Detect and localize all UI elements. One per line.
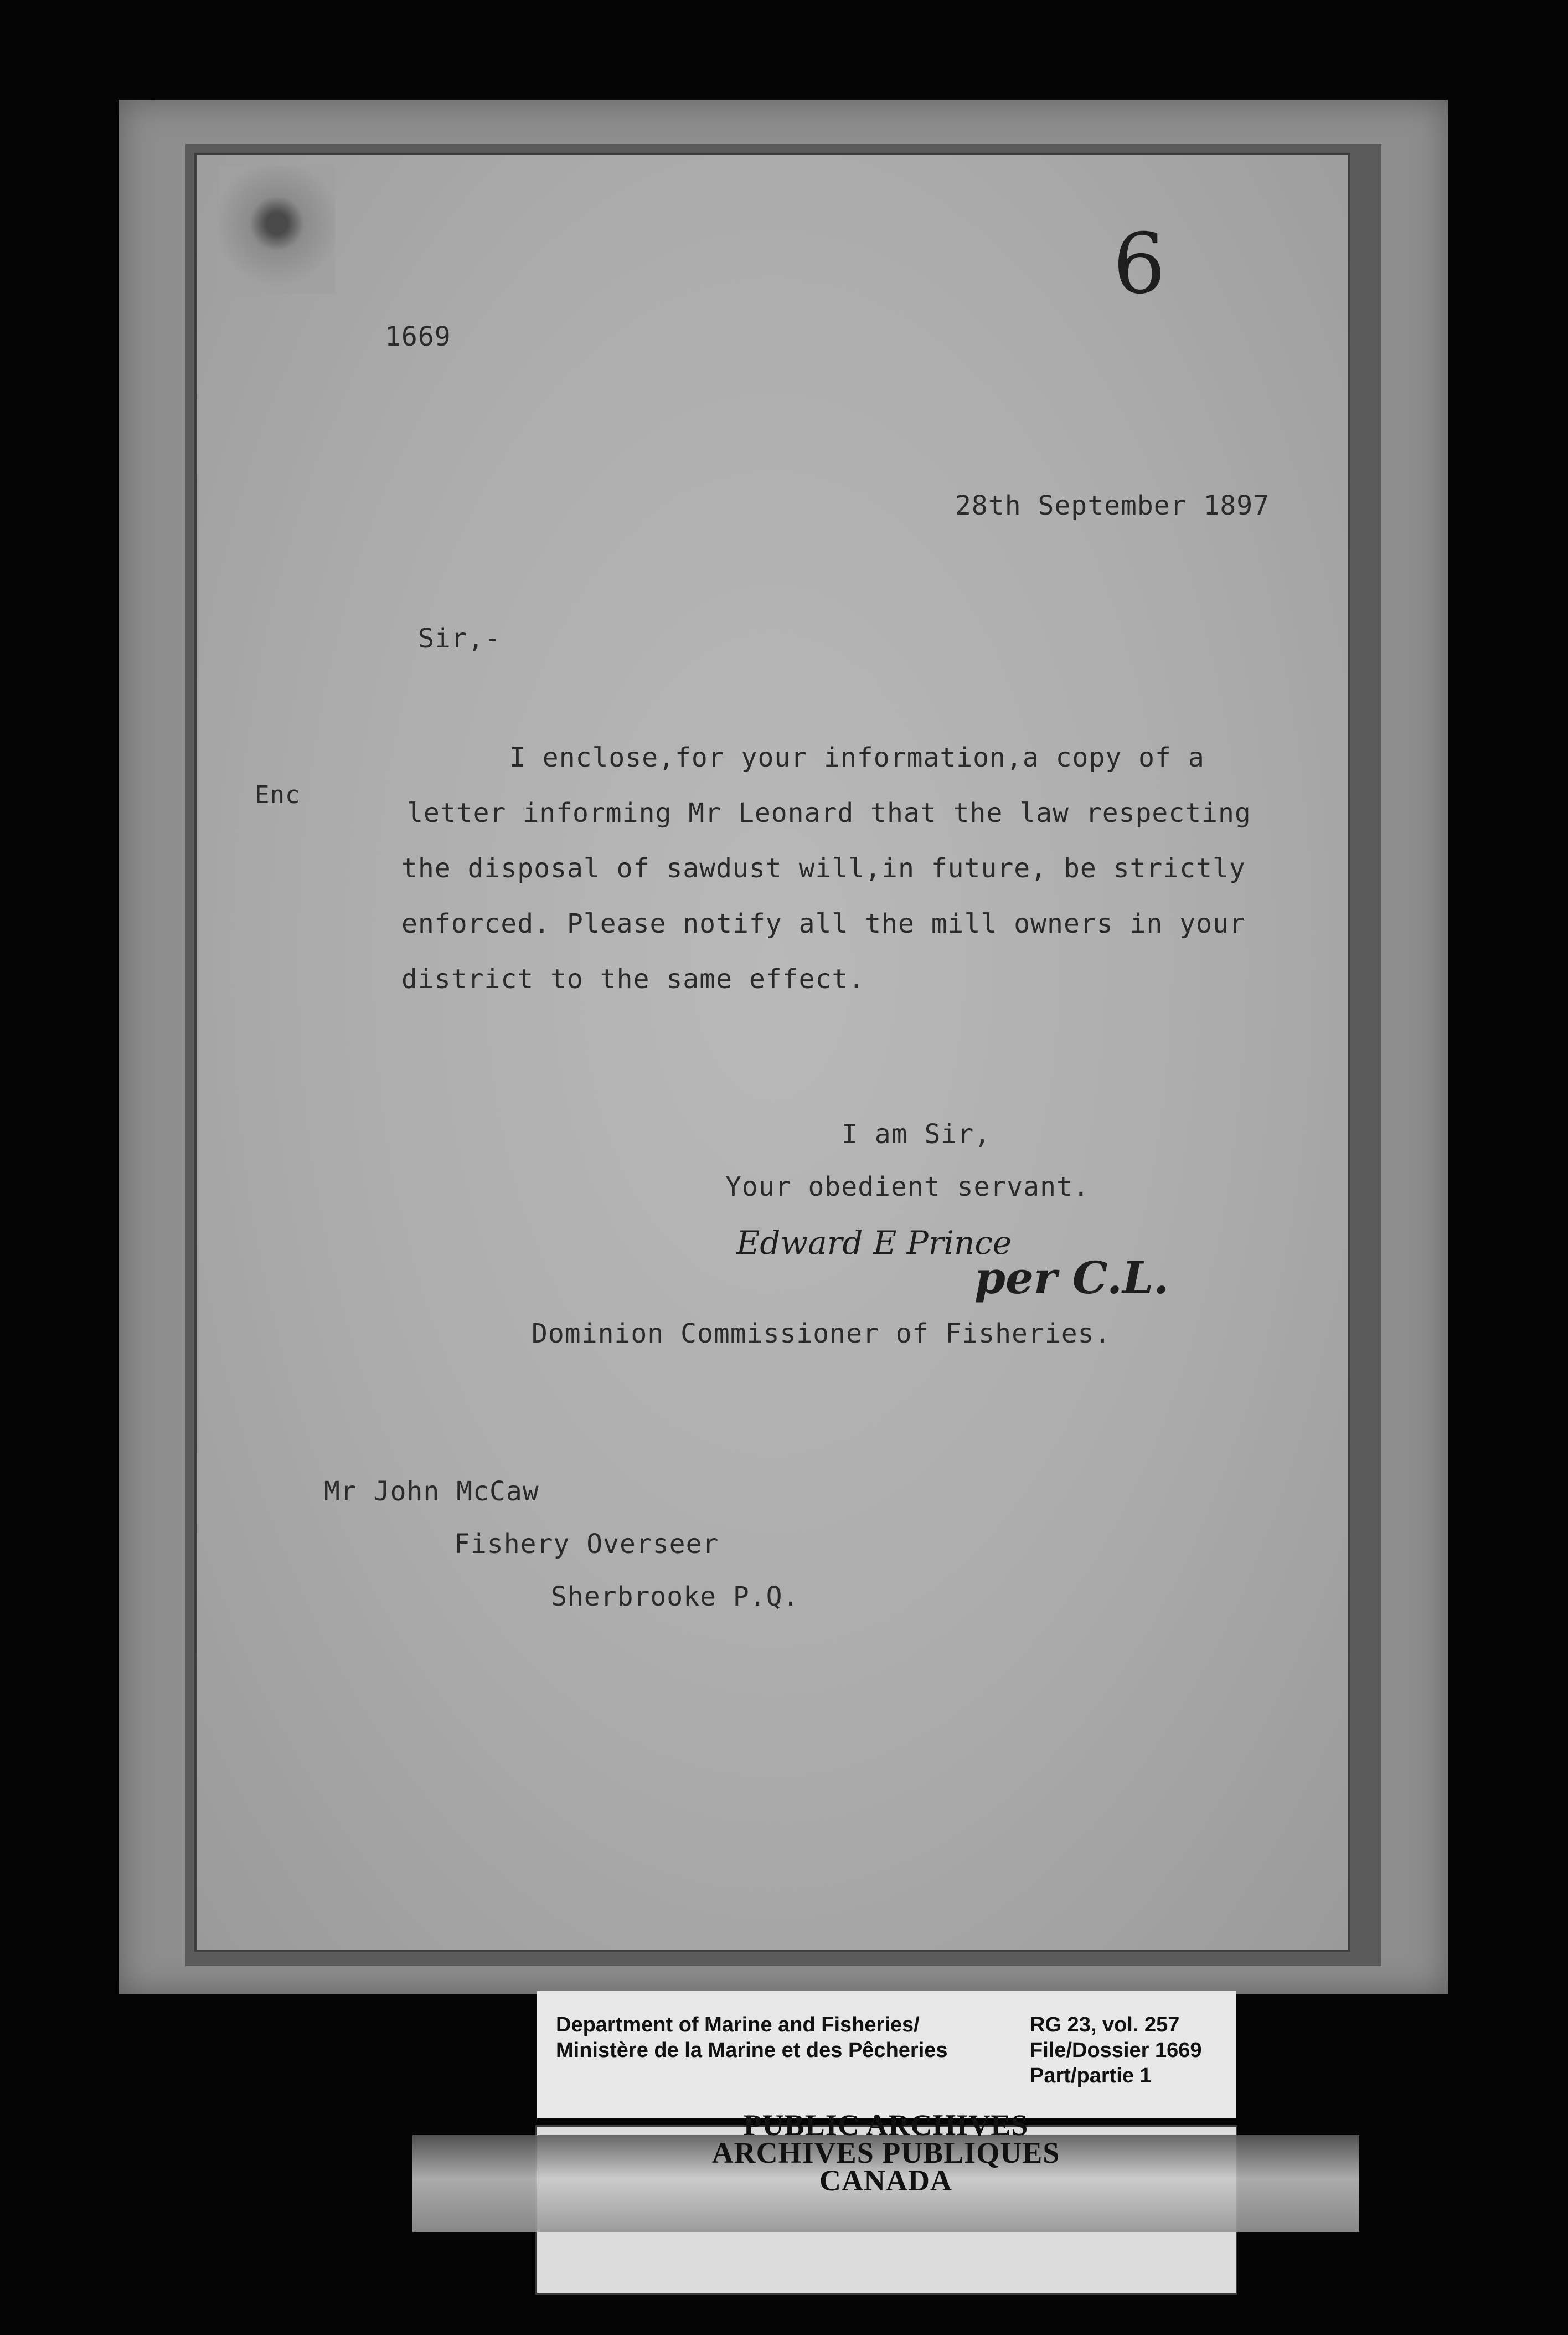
body-line: the disposal of sawdust will,in future, be strictly: [401, 853, 1246, 884]
file-number-label: File/Dossier 1669: [1030, 2039, 1202, 2062]
closing-line: I am Sir,: [842, 1119, 991, 1150]
signatory-title: Dominion Commissioner of Fisheries.: [532, 1318, 1111, 1349]
corner-stain: [219, 166, 335, 294]
addressee-place: Sherbrooke P.Q.: [551, 1581, 800, 1612]
record-group: RG 23, vol. 257: [1030, 2013, 1180, 2036]
archive-label: [537, 1991, 1236, 2118]
body-line: letter informing Mr Leonard that the law respecting: [407, 798, 1251, 829]
body-line: I enclose,for your information,a copy of a: [509, 742, 1205, 773]
signature: Edward E Prince: [736, 1224, 1012, 1262]
archives-line: ARCHIVES PUBLIQUES: [711, 2136, 1060, 2169]
body-line: enforced. Please notify all the mill owners in your: [401, 908, 1246, 939]
archives-line: CANADA: [819, 2164, 952, 2197]
archives-line: PUBLIC ARCHIVES: [743, 2108, 1029, 2142]
body-line: district to the same effect.: [401, 964, 865, 995]
margin-note: Enc: [255, 781, 301, 809]
addressee-role: Fishery Overseer: [454, 1529, 719, 1560]
signature-per: per C.L.: [974, 1252, 1169, 1304]
department-fr: Ministère de la Marine et des Pêcheries: [556, 2039, 948, 2062]
closing-line: Your obedient servant.: [725, 1171, 1090, 1202]
letter-page: [197, 155, 1348, 1950]
salutation: Sir,-: [418, 623, 501, 654]
page-mark: 6: [1113, 216, 1166, 312]
department-en: Department of Marine and Fisheries/: [556, 2013, 920, 2036]
file-number: 1669: [385, 321, 451, 352]
part-number: Part/partie 1: [1030, 2064, 1152, 2087]
addressee-name: Mr John McCaw: [324, 1476, 539, 1507]
letter-date: 28th September 1897: [955, 490, 1270, 521]
